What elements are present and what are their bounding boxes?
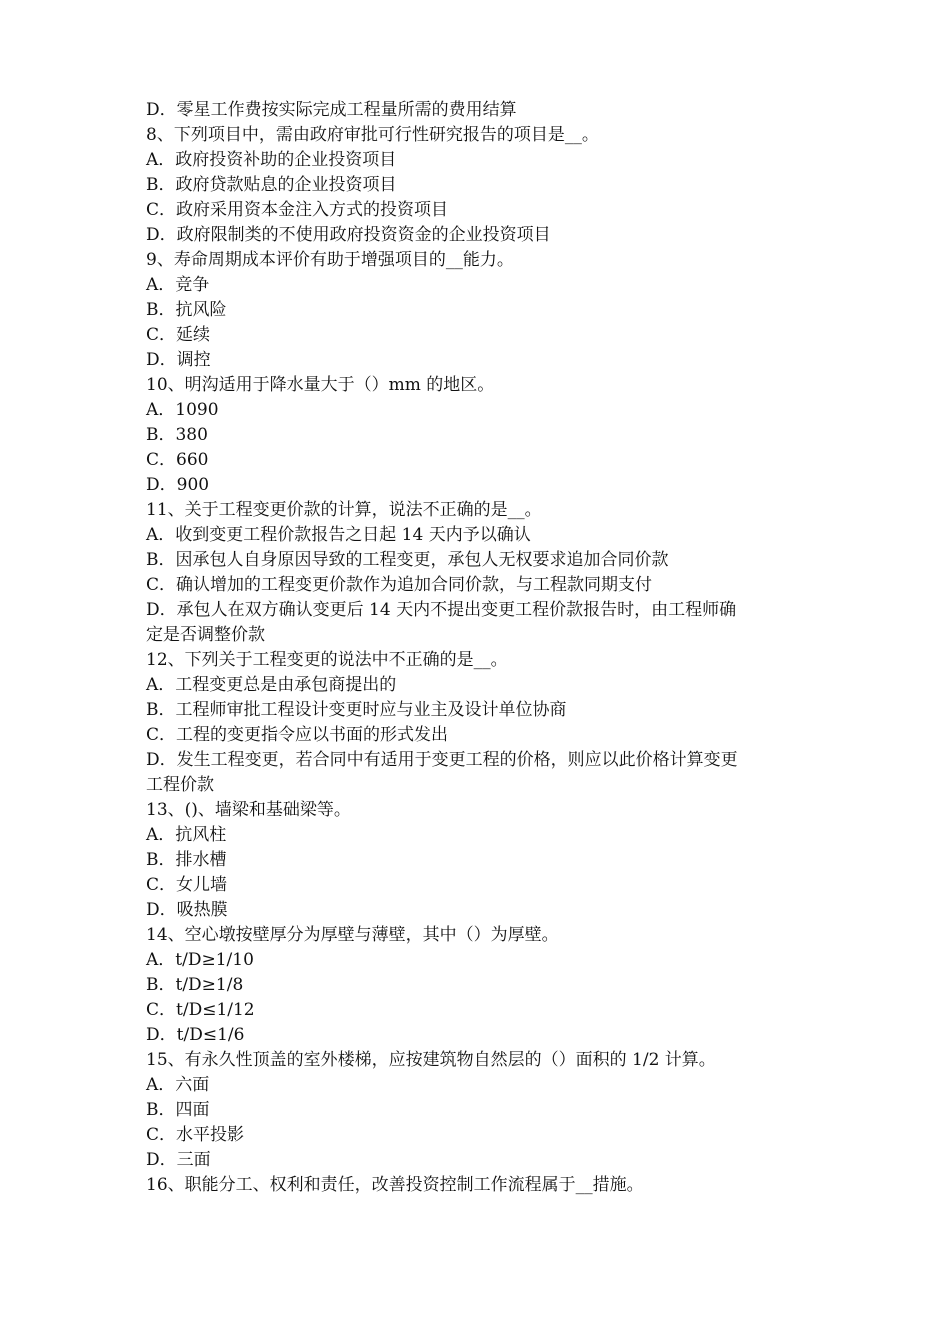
option-d: D．承包人在双方确认变更后 14 天内不提出变更工程价款报告时，由工程师确: [146, 600, 737, 620]
question-8: 8、下列项目中，需由政府审批可行性研究报告的项目是__。: [146, 125, 599, 145]
option-c: C．确认增加的工程变更价款作为追加合同价款，与工程款同期支付: [146, 575, 653, 595]
question-16: 16、职能分工、权利和责任，改善投资控制工作流程属于__措施。: [146, 1175, 644, 1195]
option-a: A．收到变更工程价款报告之日起 14 天内予以确认: [146, 525, 531, 545]
option-b: B．因承包人自身原因导致的工程变更，承包人无权要求追加合同价款: [146, 550, 669, 570]
option-d: D．调控: [146, 350, 211, 370]
option-c: C．660: [146, 450, 209, 470]
option-c: C．t/D≤1/12: [146, 1000, 255, 1020]
document-page: [146, 98, 816, 1198]
option-a: A．政府投资补助的企业投资项目: [146, 150, 397, 170]
question-11: 11、关于工程变更价款的计算，说法不正确的是__。: [146, 500, 542, 520]
question-15: 15、有永久性顶盖的室外楼梯，应按建筑物自然层的（）面积的 1/2 计算。: [146, 1050, 716, 1070]
question-9: 9、寿命周期成本评价有助于增强项目的__能力。: [146, 250, 514, 270]
option-d-continued: 工程价款: [146, 775, 214, 795]
option-b: B．380: [146, 425, 208, 445]
option-c: C．女儿墙: [146, 875, 228, 895]
option-a: A．抗风柱: [146, 825, 227, 845]
option-c: C．政府采用资本金注入方式的投资项目: [146, 200, 449, 220]
option-d: D．发生工程变更，若合同中有适用于变更工程的价格，则应以此价格计算变更: [146, 750, 738, 770]
option-d: D．900: [146, 475, 210, 495]
option-b: B．工程师审批工程设计变更时应与业主及设计单位协商: [146, 700, 567, 720]
option-d: D．吸热膜: [146, 900, 228, 920]
option-d-continued: 定是否调整价款: [146, 625, 265, 645]
option-c: C．工程的变更指令应以书面的形式发出: [146, 725, 449, 745]
option-b: B．四面: [146, 1100, 210, 1120]
option-a: A．六面: [146, 1075, 210, 1095]
option-d: D．t/D≤1/6: [146, 1025, 245, 1045]
question-14: 14、空心墩按壁厚分为厚壁与薄壁，其中（）为厚壁。: [146, 925, 559, 945]
option-a: A．t/D≥1/10: [146, 950, 254, 970]
option-d: D．三面: [146, 1150, 211, 1170]
option-b: B．排水槽: [146, 850, 227, 870]
option-a: A．竞争: [146, 275, 210, 295]
option-a: A．1090: [146, 400, 219, 420]
question-13: 13、()、墙梁和基础梁等。: [146, 800, 351, 820]
question-10: 10、明沟适用于降水量大于（）mm 的地区。: [146, 375, 495, 395]
text-line: D．零星工作费按实际完成工程量所需的费用结算: [146, 100, 517, 120]
option-b: B．抗风险: [146, 300, 227, 320]
option-c: C．延续: [146, 325, 211, 345]
option-b: B．政府贷款贴息的企业投资项目: [146, 175, 397, 195]
option-a: A．工程变更总是由承包商提出的: [146, 675, 397, 695]
option-d: D．政府限制类的不使用政府投资资金的企业投资项目: [146, 225, 551, 245]
option-b: B．t/D≥1/8: [146, 975, 244, 995]
question-12: 12、下列关于工程变更的说法中不正确的是__。: [146, 650, 508, 670]
option-c: C．水平投影: [146, 1125, 245, 1145]
